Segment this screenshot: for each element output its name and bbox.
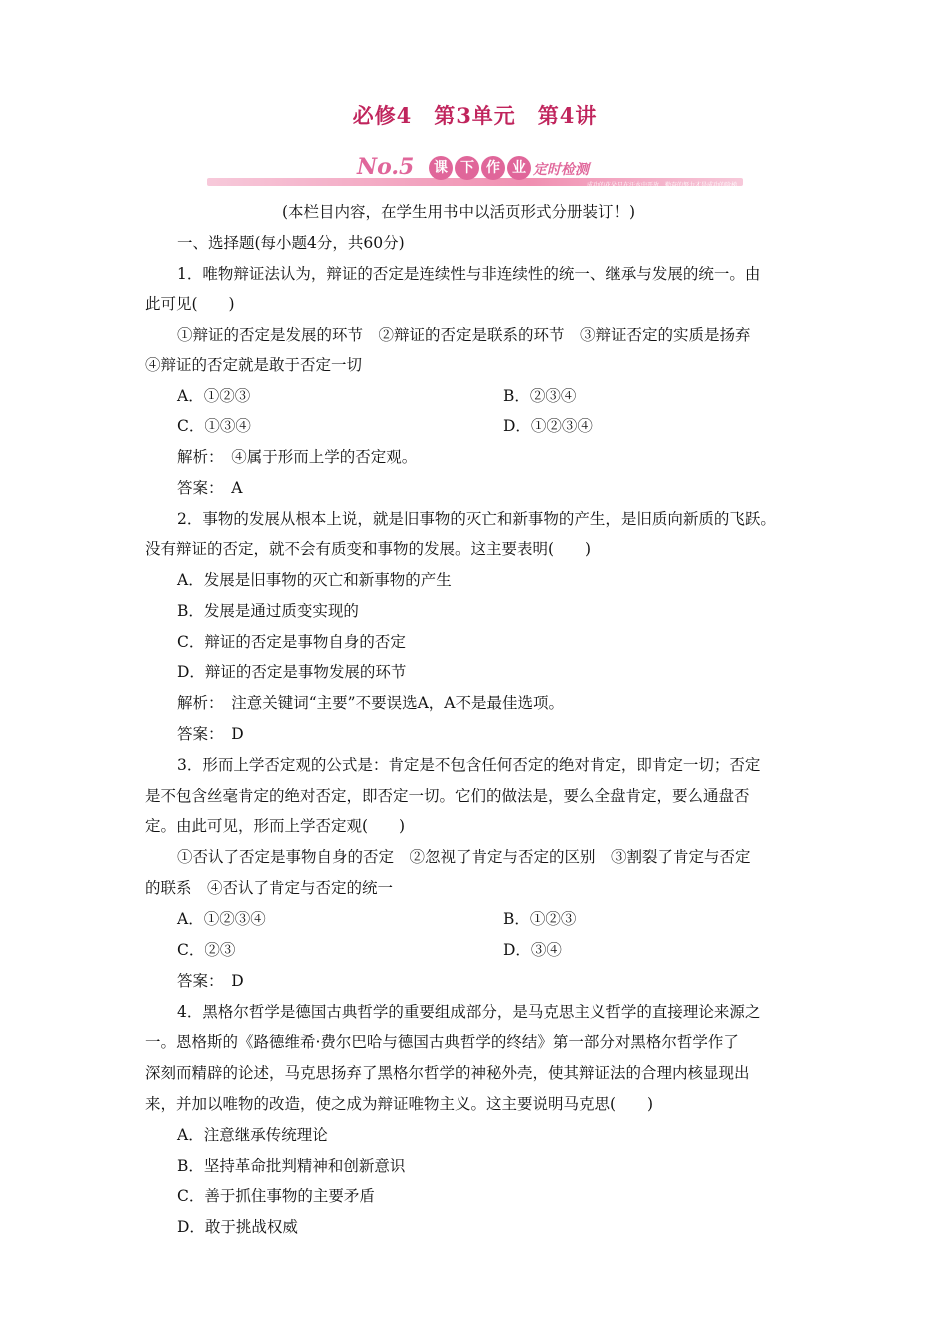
q4-stem-line-4: 来，并加以唯物的改造，使之成为辩证唯物主义。这主要说明马克思( ) (145, 1095, 654, 1113)
q2-stem-line-1: 2．事物的发展从根本上说，就是旧事物的灭亡和新事物的产生，是旧质向新质的飞跃。 (177, 510, 776, 528)
q1-stem-line-2: 此可见( ) (145, 295, 235, 313)
q2-stem-line-2: 没有辩证的否定，就不会有质变和事物的发展。这主要表明( ) (145, 540, 592, 558)
page-title: 必修4 第3单元 第4讲 (352, 103, 598, 128)
q1-option-a: A．①②③ (177, 387, 251, 405)
binding-note: (本栏目内容，在学生用书中以活页形式分册装订！) (282, 203, 636, 221)
q4-option-d: D．敢于挑战权威 (177, 1218, 298, 1236)
q4-stem-line-2: 一。恩格斯的《路德维希·费尔巴哈与德国古典哲学的终结》第一部分对黑格尔哲学作了 (145, 1033, 739, 1051)
banner-motto: 成功的花朵只在汗水中开放，勤奋的努力才是成功的阶梯 (586, 182, 737, 189)
q3-stem-line-2: 是不包含丝毫肯定的绝对否定，即否定一切。它们的做法是，要么全盘肯定，要么通盘否 (145, 787, 750, 805)
q4-stem-line-3: 深刻而精辟的论述，马克思扬弃了黑格尔哲学的神秘外壳，使其辩证法的合理内核显现出 (145, 1064, 750, 1082)
section-banner (207, 150, 743, 192)
section-heading: 一、选择题(每小题4分，共60分) (177, 234, 405, 252)
banner-char-4: 业 (507, 156, 531, 180)
q1-option-b: B．②③④ (503, 387, 577, 405)
q3-stem-line-1: 3．形而上学否定观的公式是：肯定是不包含任何否定的绝对肯定，即肯定一切；否定 (177, 756, 761, 774)
q2-option-a: A．发展是旧事物的灭亡和新事物的产生 (177, 571, 452, 589)
q1-items-line-2: ④辩证的否定就是敢于否定一切 (145, 356, 363, 374)
q1-items-line-1: ①辩证的否定是发展的环节 ②辩证的否定是联系的环节 ③辩证否定的实质是扬弃 (177, 326, 751, 344)
q3-answer: 答案： D (177, 972, 244, 990)
q3-items-line-1: ①否认了否定是事物自身的否定 ②忽视了肯定与否定的区别 ③割裂了肯定与否定 (177, 848, 751, 866)
banner-char-1: 课 (429, 156, 453, 180)
q1-option-c: C．①③④ (177, 417, 251, 435)
q1-stem-line-1: 1．唯物辩证法认为，辩证的否定是连续性与非连续性的统一、继承与发展的统一。由 (177, 265, 761, 283)
q2-option-c: C．辩证的否定是事物自身的否定 (177, 633, 406, 651)
q4-option-a: A．注意继承传统理论 (177, 1126, 328, 1144)
q3-option-a: A．①②③④ (177, 910, 266, 928)
q1-option-d: D．①②③④ (503, 417, 593, 435)
q4-stem-line-1: 4．黑格尔哲学是德国古典哲学的重要组成部分，是马克思主义哲学的直接理论来源之 (177, 1003, 761, 1021)
q3-option-b: B．①②③ (503, 910, 577, 928)
q3-option-d: D．③④ (503, 941, 562, 959)
q4-option-b: B．坚持革命批判精神和创新意识 (177, 1157, 406, 1175)
q4-option-c: C．善于抓住事物的主要矛盾 (177, 1187, 375, 1205)
q3-items-line-2: 的联系 ④否认了肯定与否定的统一 (145, 879, 394, 897)
q2-option-d: D．辩证的否定是事物发展的环节 (177, 663, 407, 681)
banner-char-2: 下 (455, 156, 479, 180)
banner-number: No.5 (357, 154, 415, 180)
banner-subtitle: 定时检测 (533, 162, 589, 178)
q1-analysis: 解析： ④属于形而上学的否定观。 (177, 448, 418, 466)
q2-option-b: B．发展是通过质变实现的 (177, 602, 359, 620)
q3-stem-line-3: 定。由此可见，形而上学否定观( ) (145, 817, 406, 835)
q1-answer: 答案： A (177, 479, 243, 497)
banner-char-3: 作 (481, 156, 505, 180)
q3-option-c: C．②③ (177, 941, 236, 959)
q2-answer: 答案： D (177, 725, 244, 743)
q2-analysis: 解析： 注意关键词“主要”不要误选A，A不是最佳选项。 (177, 694, 564, 712)
